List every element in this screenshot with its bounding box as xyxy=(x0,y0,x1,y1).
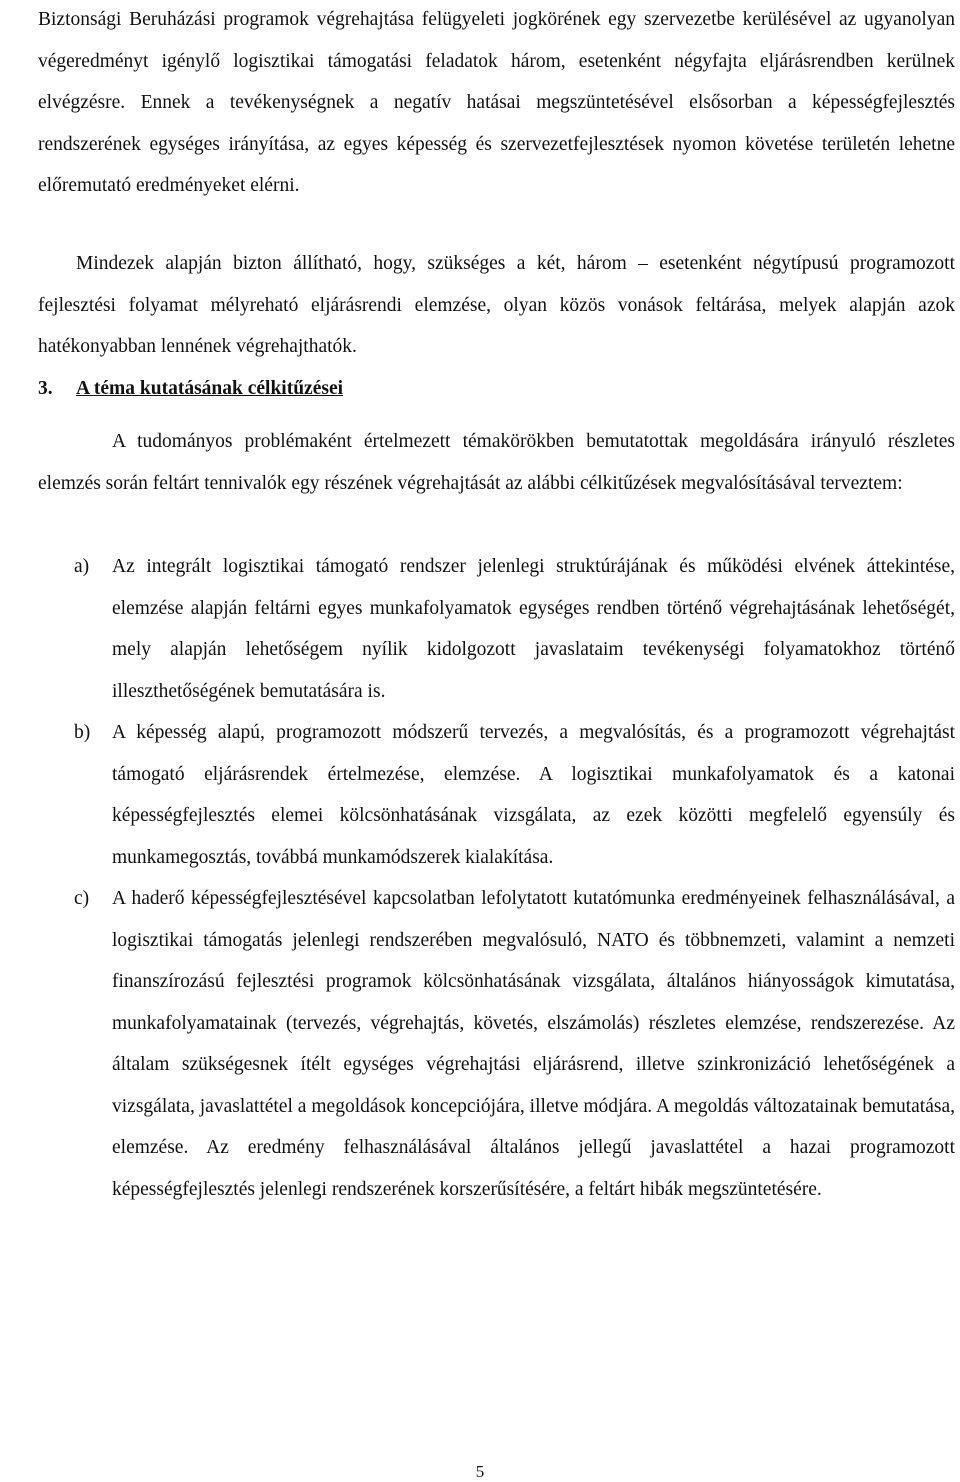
page-number: 5 xyxy=(475,1462,485,1481)
paragraph-1: Biztonsági Beruházási programok végrehajtása felügyeleti jogkörének egy szervezetbe kerülésével az ugyanolyan végeredményt igénylő logisztikai támogatási feladatok három, esetenként négyfajta eljárásrendben kerülnek elvégzésre. Ennek a tevékenységnek a negatív hatásai megszüntetésével elsősorban a képességfejlesztés rendszerének egységes irányítása, az egyes képesség és szervezetfejlesztések nyomon követése területén lehetne előremutató eredményeket elérni. xyxy=(38,9,955,196)
list-item xyxy=(38,712,955,878)
list-item-text: A képesség alapú, programozott módszerű tervezés, a megvalósítás, és a programozott végrehajtást támogató eljárásrendek értelmezése, elemzése. A logisztikai munkafolyamatok és a katonai képességfejlesztés elemei kölcsönhatásának vizsgálata, az ezek közötti megfelelő egyensúly és munkamegosztás, továbbá munkamódszerek kialakítása. xyxy=(112,722,955,868)
list-item xyxy=(38,878,955,1210)
objectives-list xyxy=(38,546,955,1210)
list-item-text: A haderő képességfejlesztésével kapcsolatban lefolytatott kutatómunka eredményeinek felhasználásával, a logisztikai támogatás jelenlegi rendszerében megvalósuló, NATO és többnemzeti, valamint a nemzeti finanszírozású fejlesztési programok kölcsönhatásának vizsgálata, általános hiányosságok kimutatása, munkafolyamatainak (tervezés, végrehajtás, követés, elszámolás) részletes elemzése, rendszerezése. Az általam szükségesnek ítélt egységes végrehajtási eljárásrend, illetve szinkronizáció lehetőségének a vizsgálata, javaslattétel a megoldások koncepciójára, illetve módjára. A megoldás változatainak bemutatása, elemzése. Az eredmény felhasználásával általános jellegű javaslattétel a hazai programozott képességfejlesztés jelenlegi rendszerének korszerűsítésére, a feltárt hibák megszüntetésére. xyxy=(112,888,955,1200)
paragraph-2: Mindezek alapján bizton állítható, hogy, szükséges a két, három – esetenként négytípusú programozott fejlesztési folyamat mélyreható eljárásrendi elemzése, olyan közös vonások feltárása, melyek alapján azok hatékonyabban lennének végrehajthatók. xyxy=(38,253,955,357)
list-item-text: Az integrált logisztikai támogató rendszer jelenlegi struktúrájának és működési elvének áttekintése, elemzése alapján feltárni egyes munkafolyamatok egységes rendben történő végrehajtásának lehetőségét, mely alapján lehetőségem nyílik kidolgozott javaslataim tevékenységi folyamatokhoz történő illeszthetőségének bemutatására is. xyxy=(112,556,955,702)
list-item xyxy=(38,546,955,712)
section-number: 3. xyxy=(38,378,53,399)
list-marker: b) xyxy=(74,722,91,743)
list-marker: c) xyxy=(74,888,90,909)
list-marker: a) xyxy=(74,556,90,577)
section-heading xyxy=(38,368,343,410)
section-title: A téma kutatásának célkitűzései xyxy=(76,378,344,399)
paragraph-3: A tudományos problémaként értelmezett témakörökben bemutatottak megoldására irányuló részletes elemzés során feltárt tennivalók egy részének végrehajtását az alábbi célkitűzések megvalósításával terveztem: xyxy=(38,431,955,494)
